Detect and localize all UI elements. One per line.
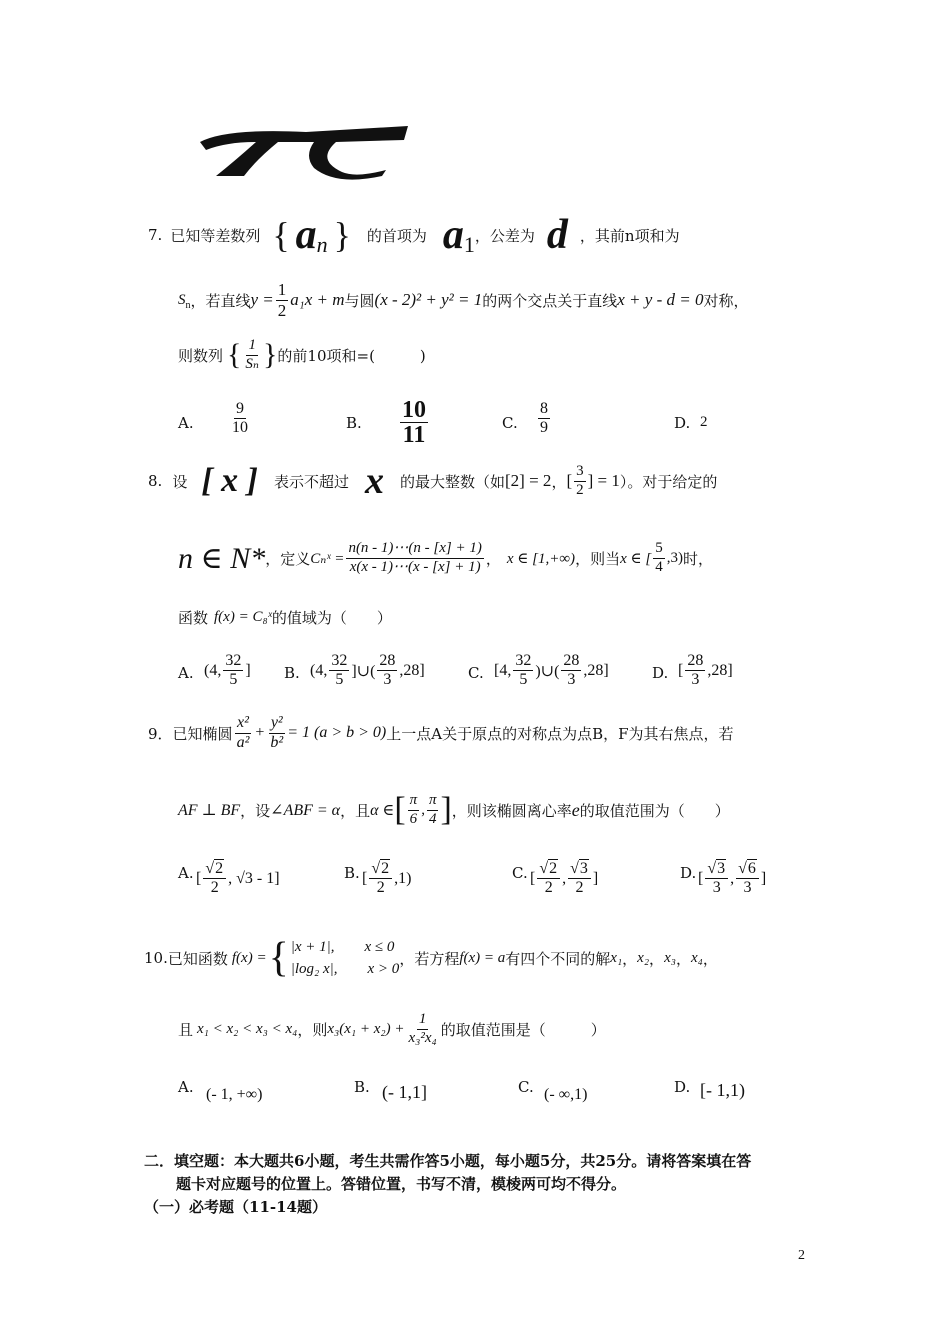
q8-number: 8. <box>148 472 163 490</box>
q8-opt-b-label: B. <box>284 664 300 682</box>
q10-opt-b: (- 1,1] <box>382 1082 427 1102</box>
q7-opt-c-label: C. <box>502 414 518 432</box>
q9-bracket-close: ] <box>440 791 452 828</box>
q7-seq-close: } <box>333 215 351 255</box>
q9-line1 <box>148 708 734 758</box>
q7-options <box>178 398 738 448</box>
q9-d: ，且 <box>340 801 371 820</box>
q8-range-end: ,3) <box>666 549 683 566</box>
q8-ex2-open: [ <box>566 471 573 490</box>
q7-line3-a: 则数列 <box>178 346 224 365</box>
q9-perp: AF ⊥ BF <box>178 802 241 819</box>
q7-line-eq2: a₁x + m <box>290 290 345 309</box>
q9-f: 的取值范围为（ ） <box>579 801 730 820</box>
section2-line3: （一）必考题（11-14题） <box>144 1198 327 1216</box>
q9-a: 已知椭圆 <box>172 724 233 743</box>
q8-cn: Cₙˣ = <box>310 550 345 567</box>
q10-x3: x₃ <box>664 949 676 966</box>
q10-opt-c-label: C. <box>518 1078 534 1096</box>
q10-opt-d: [- 1,1) <box>700 1080 745 1100</box>
q9-opt-d: [ $\frac{√3}{3}$ , $\frac{√6}{3}$ ] <box>698 860 767 897</box>
q8-c: 的最大整数（如 <box>400 472 506 491</box>
q10-x1: x₁ <box>610 949 623 966</box>
q9-opt-c: [ $\frac{√2}{2}$ , $\frac{√3}{2}$ ] <box>530 860 599 897</box>
pi-glyph <box>186 120 412 180</box>
q10-sep2: ， <box>649 949 665 968</box>
q10-eq: f(x) = a <box>459 949 506 966</box>
q7-seq: { <box>272 215 290 255</box>
q7-intro: 已知等差数列 <box>170 226 261 245</box>
q9-line2 <box>178 784 730 836</box>
q8-opt-c: [4, $\frac{32}{5}$ )∪( $\frac{28}{3}$ ,28] <box>494 652 609 689</box>
q10-number: 10. <box>144 949 168 967</box>
q10-order: x₁ < x₂ < x₃ < x₄ <box>197 1020 298 1037</box>
q7-line2-a: ，若直线 <box>190 291 251 310</box>
q8-ex-sep: ， <box>551 472 567 491</box>
q7-sn-sub: n <box>185 299 191 311</box>
q8-opt-b: (4, $\frac{32}{5}$ ]∪( $\frac{28}{3}$ ,28] <box>310 652 425 689</box>
q8-func-b: 的值域为（ ） <box>271 608 392 627</box>
q10-cases <box>291 936 400 981</box>
q8-opt-c-label: C. <box>468 664 484 682</box>
q7-seq-sub: n <box>316 232 328 257</box>
q10-c: 有四个不同的解 <box>505 949 611 968</box>
q7-line2-b: 与圆 <box>344 291 375 310</box>
q10-opt-a: (- 1, +∞) <box>206 1086 263 1103</box>
q9-yb: $\frac{\text{y²}}{\text{b²}}$ <box>270 714 284 751</box>
q8-func: f(x) = C₈ˣ <box>214 608 272 625</box>
q9-number: 9． <box>148 724 173 743</box>
q10-fx: f(x) = <box>231 949 267 966</box>
q10-line2-c: 的取值范围是（ ） <box>440 1020 606 1039</box>
q8-opt-a-label: A. <box>178 664 194 682</box>
q8-domain: x ∈ [1,+∞) <box>506 550 576 567</box>
q7-seq-a: a <box>295 212 317 258</box>
q10-opt-d-label: D. <box>674 1078 691 1096</box>
q8-line1 <box>148 456 717 506</box>
q8-options <box>178 648 778 698</box>
q8-when: ，则当 <box>575 549 621 568</box>
q8-range: x ∈ [ <box>620 550 652 567</box>
q8-a: 设 <box>172 472 188 491</box>
q10-sep3: ， <box>675 949 691 968</box>
q10-b: ，若方程 <box>399 949 460 968</box>
section2-line2: 题卡对应题号的位置上。答错位置，书写不清，模棱两可均不得分。 <box>176 1175 627 1193</box>
q9-c: ，设 <box>240 801 271 820</box>
q10-opt-c: (- ∞,1) <box>544 1086 588 1103</box>
q9-options <box>178 856 798 912</box>
q8-ex2-val: ] = 1 <box>587 471 620 490</box>
q7-opt-a: $\frac{9}{10}$ <box>232 400 248 437</box>
q7-opt-b: $\frac{10}{11}$ <box>402 397 426 448</box>
q7-number: 7. <box>148 226 163 244</box>
q7-sn: S <box>178 291 186 308</box>
q7-brace-open: { <box>227 338 242 371</box>
q7-sum-label: ，其前n项和为 <box>579 226 680 245</box>
q8-n-in: n ∈ N* <box>178 541 266 575</box>
q9-opt-a: [ $\frac{√2}{2}$ , √3 - 1] <box>196 860 280 897</box>
q9-comma: , <box>421 801 425 818</box>
q8-def: ，定义 <box>265 549 311 568</box>
q8-sep2: ， <box>485 549 501 568</box>
q8-cn-frac: $\frac{n(n - 1)\cdots(n - [x] + 1)}{x(x - 1)\cdots(x - [x] + 1)}$ <box>348 540 482 575</box>
q10-case1: |x + 1|, x ≤ 0 <box>290 938 395 955</box>
q8-opt-a: (4, $\frac{32}{5}$ ] <box>204 652 251 689</box>
q9-p1: $\frac{\pi}{6}$ <box>409 792 418 827</box>
q10-x4: x₄ <box>690 949 703 966</box>
q10-x2: x₂ <box>637 949 650 966</box>
q7-line2-d: 对称， <box>703 291 749 310</box>
q8-x: x <box>365 460 384 502</box>
q9-ecc: e <box>571 799 580 820</box>
q9-plus: + <box>255 724 265 741</box>
q9-bracket-open: [ <box>394 791 406 828</box>
q10-line2-b: ，则 <box>297 1020 328 1039</box>
q7-first-label: 的首项为 <box>366 226 427 245</box>
q9-opt-b-label: B. <box>344 864 360 882</box>
q7-opt-c: $\frac{8}{9}$ <box>540 400 548 437</box>
q10-brace: { <box>268 935 289 981</box>
q7-line3-b: 的前10项和=( ) <box>277 346 426 365</box>
q9-b: 上一点A关于原点的对称点为点B，F为其右焦点，若 <box>386 724 734 743</box>
q8-d: ）。对于给定的 <box>619 472 718 491</box>
q7-opt-d-label: D. <box>674 414 691 432</box>
q7-half: $\frac{1}{2}$ <box>277 279 287 320</box>
q8-range-frac: $\frac{5}{4}$ <box>655 540 663 575</box>
q7-opt-b-label: B. <box>346 414 362 432</box>
q10-line2 <box>178 1004 606 1054</box>
q7-first-term: a <box>442 212 464 258</box>
q10-line2-a: 且 <box>178 1020 194 1039</box>
q7-diff: d <box>546 212 568 258</box>
q8-ex1: [2] = 2 <box>505 471 552 490</box>
q8-shi: 时， <box>682 549 713 568</box>
q9-e: ，则该椭圆离心率 <box>451 801 572 820</box>
q8-ex2: $\frac{3}{2}$ <box>576 463 584 498</box>
q7-first-sub: 1 <box>463 232 475 257</box>
q9-p2: $\frac{\pi}{4}$ <box>428 792 437 827</box>
q7-opt-a-label: A. <box>178 414 194 432</box>
section2-line1: 二．填空题：本大题共6小题，考生共需作答5小题，每小题5分，共25分。请将答案填在答 <box>144 1152 752 1170</box>
q7-circle: (x - 2)² + y² = 1 <box>374 290 483 309</box>
q8-b: 表示不超过 <box>273 472 349 491</box>
q10-expr-frac: $\frac{1}{\text{x₃²x₄}}$ <box>408 1011 437 1046</box>
q7-line2 <box>178 278 748 322</box>
q9-xa: $\frac{\text{x²}}{\text{a²}}$ <box>236 714 250 751</box>
q7-brace-close: } <box>263 338 278 371</box>
page-number: 2 <box>798 1248 805 1263</box>
q10-sep4: ， <box>702 949 718 968</box>
q7-diff-label: ，公差为 <box>474 226 535 245</box>
q8-line2 <box>178 528 713 588</box>
q10-a: 已知函数 <box>167 949 228 968</box>
q7-opt-d: 2 <box>700 414 708 430</box>
q8-opt-d: [ $\frac{28}{3}$ ,28] <box>678 652 733 689</box>
q9-angle: ∠ABF = α <box>270 802 341 819</box>
q9-opt-b: [ $\frac{√2}{2}$ ,1) <box>362 860 412 897</box>
q9-eq: = 1 (a > b > 0) <box>287 724 387 741</box>
q8-func-a: 函数 <box>178 608 209 627</box>
q7-line-eq3: x + y - d = 0 <box>617 290 704 309</box>
q9-opt-c-label: C. <box>512 864 528 882</box>
q10-expr: x₃(x₁ + x₂) + <box>327 1020 405 1037</box>
q9-opt-a-label: A. <box>178 864 194 882</box>
q7-line-eq: y = <box>250 290 274 309</box>
q10-opt-b-label: B. <box>354 1078 370 1096</box>
q9-opt-d-label: D. <box>680 864 697 882</box>
q7-line2-c: 的两个交点关于直线 <box>482 291 618 310</box>
q10-opt-a-label: A. <box>178 1078 194 1096</box>
q7-recip: $\frac{1}{\text{Sₙ}}$ <box>245 337 260 372</box>
q10-line1 <box>144 930 718 986</box>
q7-line1 <box>148 210 680 260</box>
q8-opt-d-label: D. <box>652 664 669 682</box>
q8-bracket: [ x ] <box>201 462 258 499</box>
q10-options <box>178 1074 778 1114</box>
q10-case2: |log₂ x|, x > 0 <box>290 961 400 977</box>
q8-line3 <box>178 600 392 634</box>
q7-line3 <box>178 332 426 378</box>
q10-sep1: ， <box>622 949 638 968</box>
q9-alpha: α ∈ <box>370 802 395 819</box>
